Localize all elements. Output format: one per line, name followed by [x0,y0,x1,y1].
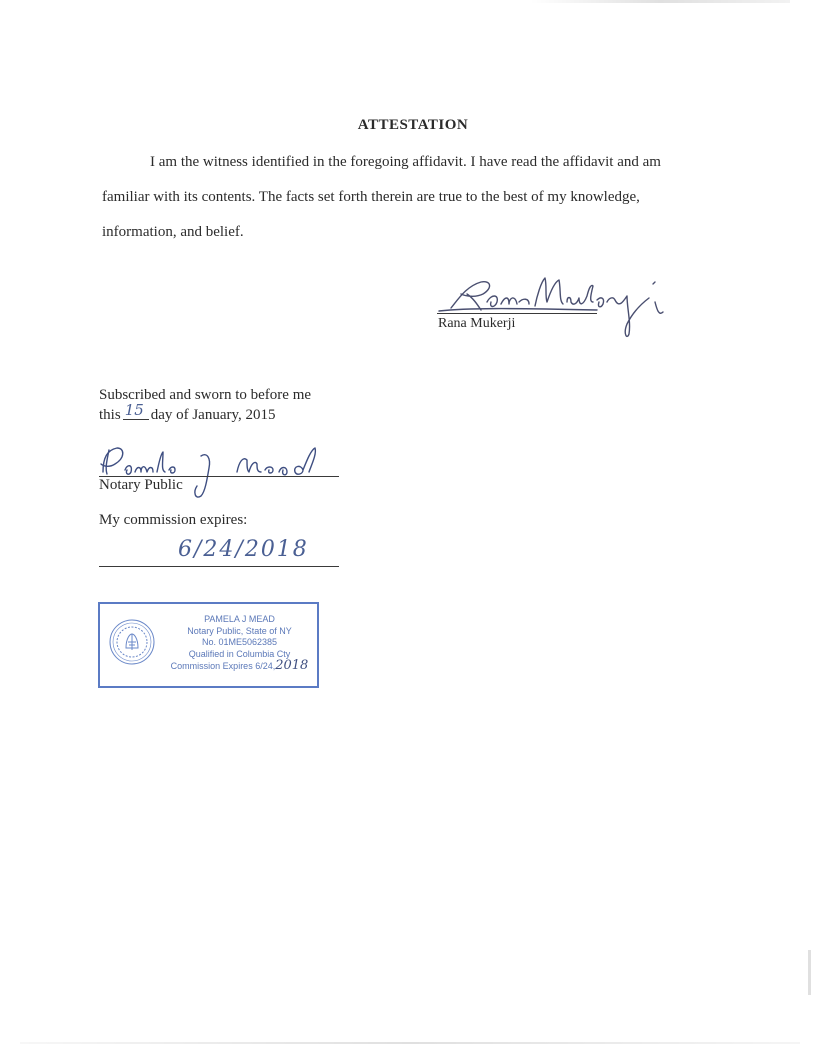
notary-signature [97,442,347,507]
commission-label: My commission expires: [99,512,248,528]
page-title: ATTESTATION [357,117,469,133]
witness-printed-name: Rana Mukerji [438,316,516,331]
jurat-block [99,386,311,425]
commission-date-line [99,566,339,567]
notary-seal-icon [108,618,156,671]
scan-artifact-right [808,950,811,995]
witness-signature-line [437,313,597,314]
stamp-expires-prefix: Commission Expires 6/24, [170,661,276,671]
stamp-text [162,614,317,673]
scan-artifact-bottom [20,1042,800,1044]
body-line: familiar with its contents. The facts set forth therein are true to the best of my knowledge, [102,189,640,205]
attestation-body [102,145,692,250]
stamp-expires-year-handwritten: 2018 [275,658,309,673]
stamp-line: No. 01ME5062385 [201,637,278,647]
jurat-this: this [99,407,121,423]
stamp-line: Notary Public, State of NY [187,625,292,636]
body-line: information, and belief. [102,224,244,240]
jurat-line-2 [99,401,311,425]
scan-artifact-top [530,0,790,3]
jurat-day-field [123,401,149,420]
notary-stamp [98,602,319,688]
commission-date-handwritten: 6/24/2018 [178,537,309,562]
jurat-day-handwritten: 15 [124,401,144,419]
stamp-line: Qualified in Columbia Cty [188,648,291,659]
stamp-expires-line [162,660,317,673]
body-line: I am the witness identified in the foregoing affidavit. I have read the affidavit and am [150,154,661,170]
notary-public-label: Notary Public [99,477,183,493]
jurat-line-1: Subscribed and sworn to before me [99,387,312,403]
jurat-month-year: day of January, 2015 [150,407,276,423]
stamp-line: PAMELA J MEAD [204,614,275,624]
